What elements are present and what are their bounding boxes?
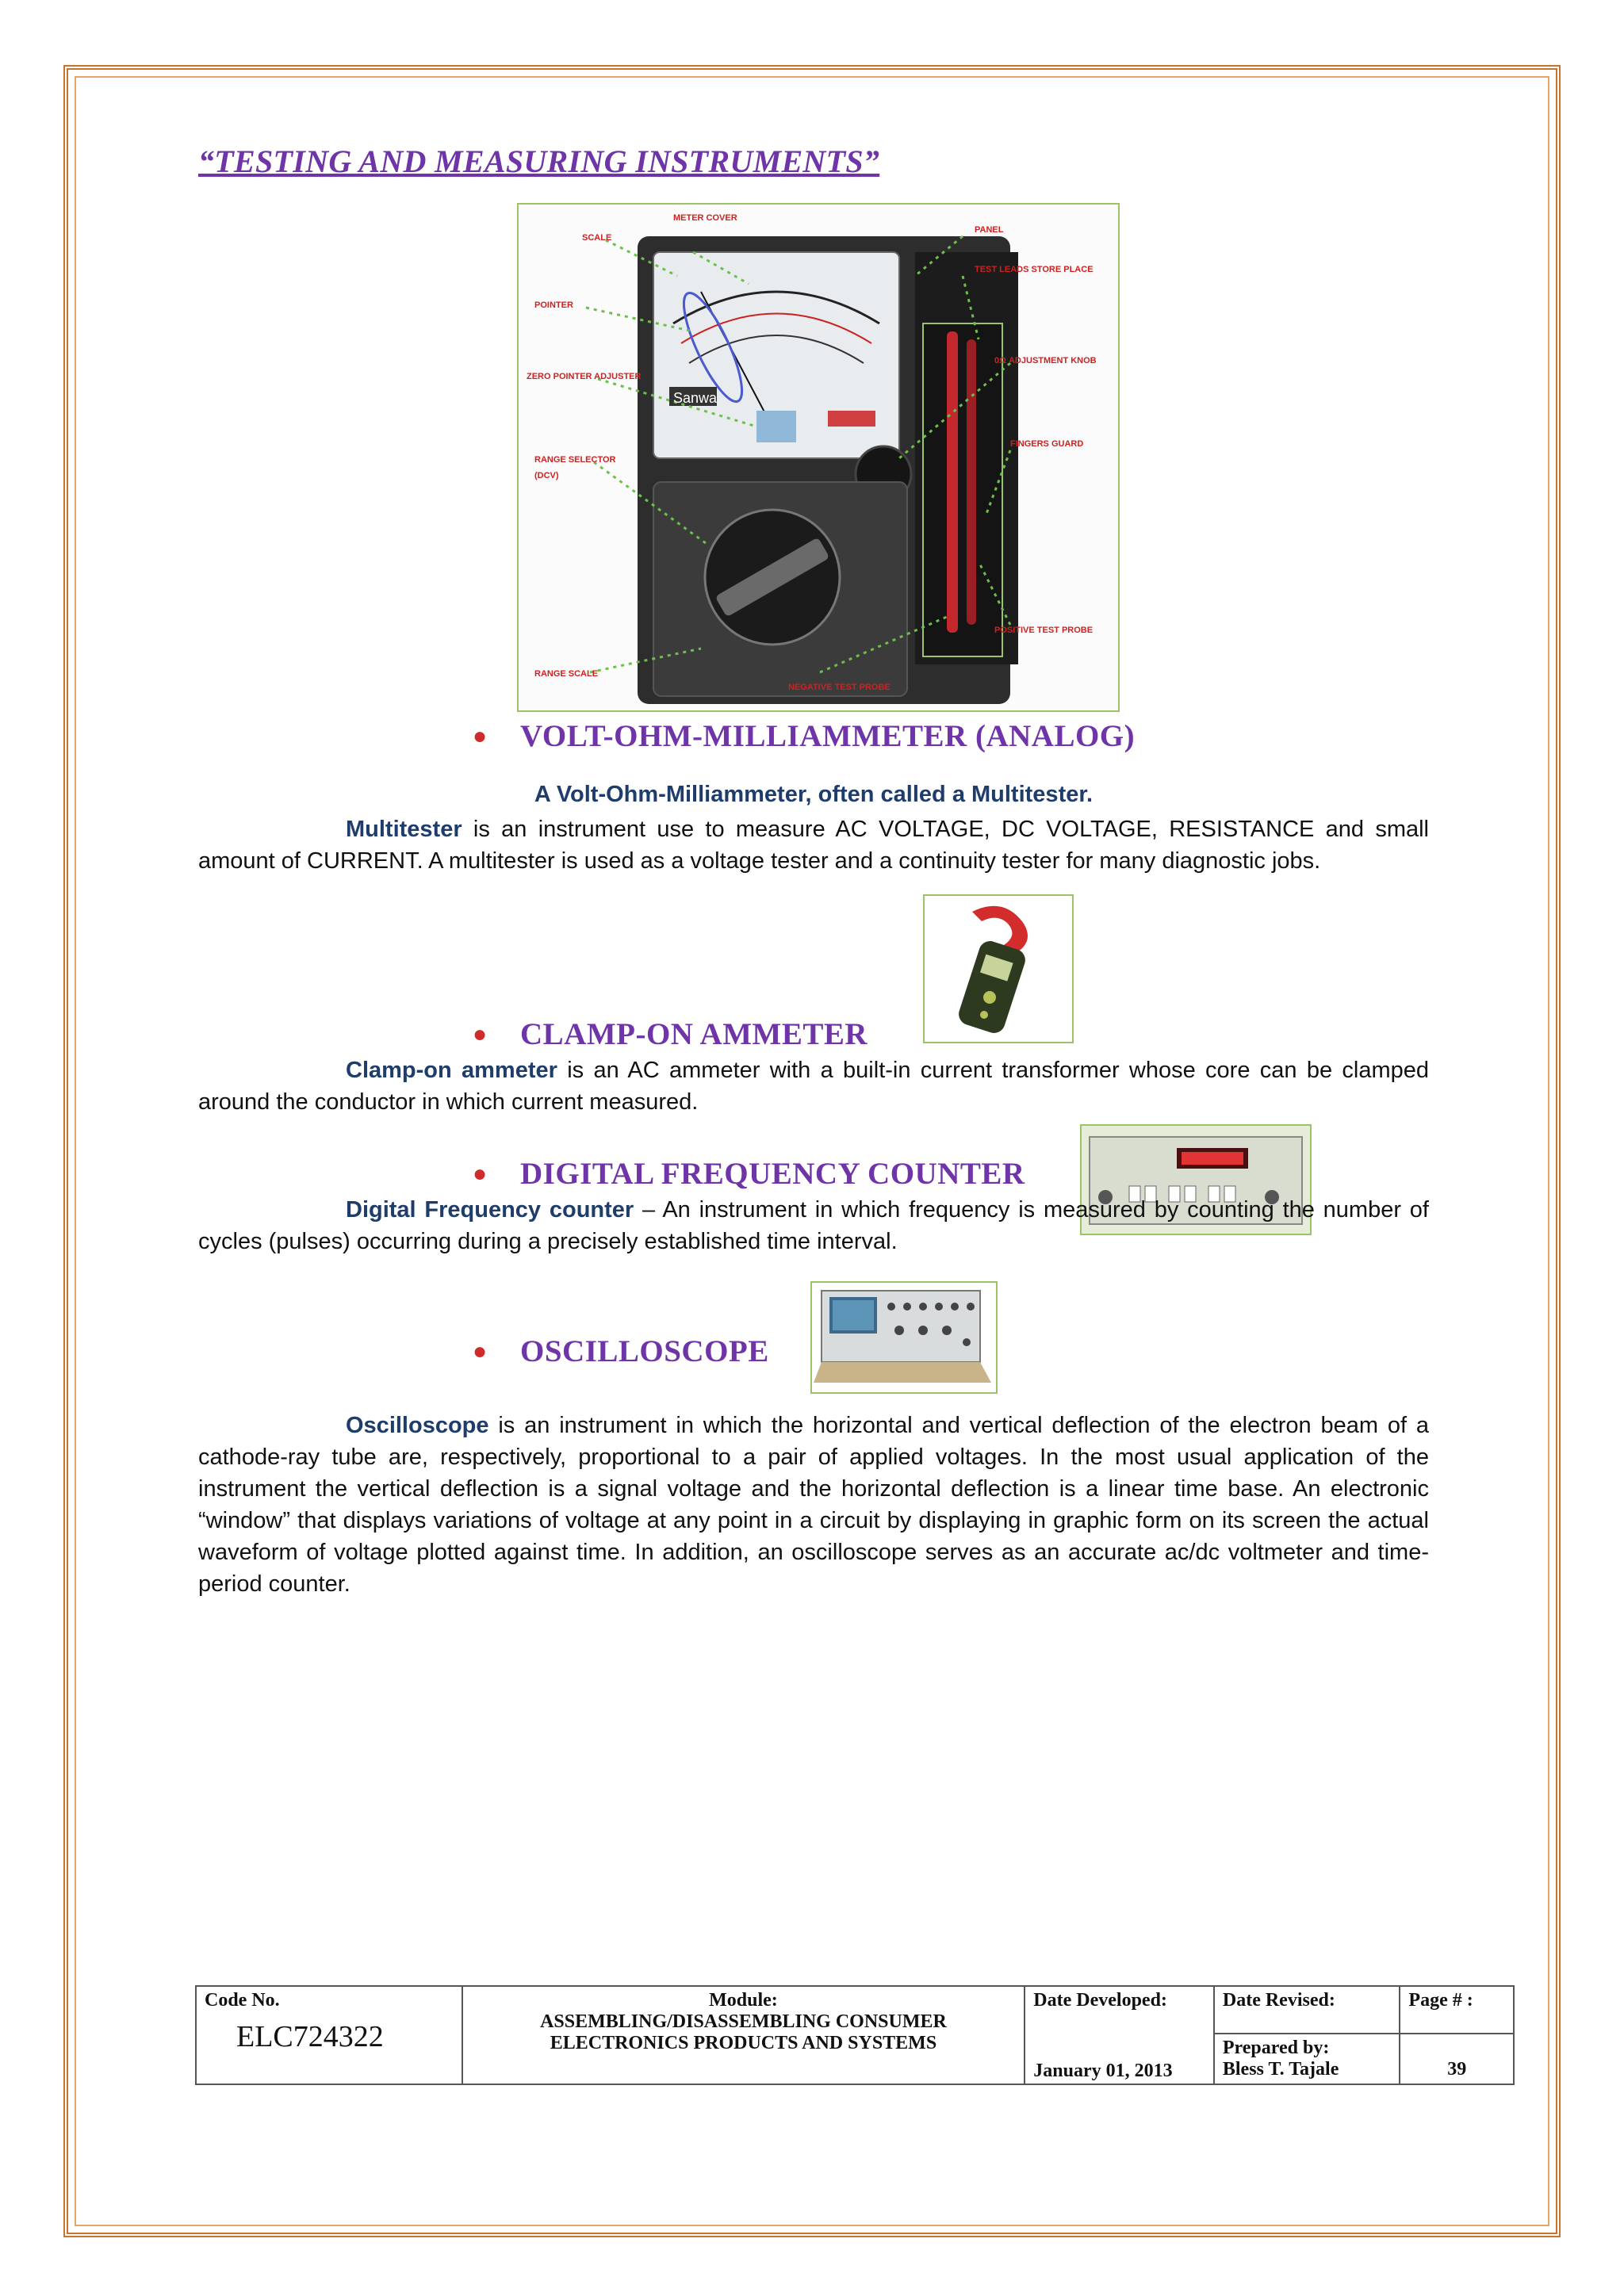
brand-label: Sanwa xyxy=(673,390,718,406)
label-fingers-guard: FINGERS GUARD xyxy=(1010,439,1084,449)
heading-vom: VOLT-OHM-MILLIAMMETER (ANALOG) xyxy=(520,719,1136,753)
page-label: Page # : xyxy=(1408,1990,1473,2011)
clamp-ammeter-image xyxy=(923,894,1074,1043)
label-meter-cover: METER COVER xyxy=(673,213,737,223)
label-range-scale: RANGE SCALE xyxy=(534,669,599,679)
lead-multitester: Multitester xyxy=(346,817,462,842)
date-developed-label: Date Developed: xyxy=(1033,1990,1167,2011)
heading-clamp: CLAMP-ON AMMETER xyxy=(520,1017,868,1051)
lead-digital-frequency-counter: Digital Frequency counter xyxy=(346,1197,634,1223)
date-developed-value: January 01, 2013 xyxy=(1033,2061,1173,2081)
paragraph-vom xyxy=(198,813,1429,877)
paragraph-dfc xyxy=(198,1194,1429,1257)
date-revised-cell xyxy=(1214,1986,1400,2034)
code-label: Code No. xyxy=(205,1990,280,2011)
heading-dfc: DIGITAL FREQUENCY COUNTER xyxy=(520,1157,1025,1191)
footer-table xyxy=(195,1985,1515,2085)
paragraph-osc xyxy=(198,1410,1429,1600)
label-pointer: POINTER xyxy=(534,300,573,310)
paragraph-clamp xyxy=(198,1054,1429,1118)
label-positive-test-probe: POSITIVE TEST PROBE xyxy=(994,626,1094,635)
label-range-selector: RANGE SELECTOR xyxy=(534,455,616,465)
module-label: Module: xyxy=(709,1990,778,2011)
text-vom: is an instrument use to measure AC VOLTAGE, DC VOLTAGE, RESISTANCE and small amount of CURRENT. A multitester is used as a voltage tester and a continuity tester for many diagnostic jobs. xyxy=(198,817,1429,874)
bullet-dfc: ● xyxy=(473,1161,488,1187)
oscilloscope-illustration xyxy=(812,1283,996,1392)
label-adjustment-knob: 0Ω ADJUSTMENT KNOB xyxy=(994,356,1097,365)
label-negative-test-probe: NEGATIVE TEST PROBE xyxy=(788,683,891,692)
code-cell xyxy=(196,1986,462,2084)
module-cell xyxy=(462,1986,1025,2084)
label-test-leads-store-place: TEST LEADS STORE PLACE xyxy=(975,265,1094,274)
bullet-clamp: ● xyxy=(473,1021,488,1047)
module-value-line-2: ELECTRONICS PRODUCTS AND SYSTEMS xyxy=(550,2033,937,2053)
bullet-vom: ● xyxy=(473,723,488,749)
oscilloscope-image xyxy=(810,1281,998,1394)
heading-osc: OSCILLOSCOPE xyxy=(520,1334,769,1368)
text-osc: is an instrument in which the horizontal and vertical deflection of the electron beam of a cathode-ray tube are, respectively, proportional to a pair of applied voltages. In the most usual application of the instrument the vertical deflection is a signal voltage and the horizontal deflection is a linear time base. An electronic “window” that displays variations of voltage at any point in a circuit by displaying in graphic form on its screen the actual waveform of voltage plotted against time. In addition, an oscilloscope serves as an accurate ac/dc voltmeter and time-period counter. xyxy=(198,1413,1429,1597)
page-number: 39 xyxy=(1447,2059,1467,2080)
page-title: “TESTING AND MEASURING INSTRUMENTS” xyxy=(198,144,880,179)
code-value: ELC724322 xyxy=(236,2020,384,2053)
page-label-cell xyxy=(1400,1986,1514,2034)
module-value-line-1: ASSEMBLING/DISASSEMBLING CONSUMER xyxy=(540,2011,947,2032)
text-clamp: is an AC ammeter with a built-in current transformer whose core can be clamped around the conductor in which current measured. xyxy=(198,1058,1429,1115)
label-scale: SCALE xyxy=(582,233,612,243)
label-panel: PANEL xyxy=(975,225,1004,235)
clamp-ammeter-illustration xyxy=(925,896,1072,1042)
multimeter-illustration xyxy=(519,205,1118,710)
label-range-selector-sub: (DCV) xyxy=(534,471,559,480)
lead-clamp-on-ammeter: Clamp-on ammeter xyxy=(346,1058,557,1083)
prepared-by-cell xyxy=(1214,2034,1400,2084)
lead-oscilloscope: Oscilloscope xyxy=(346,1413,489,1438)
page-number-cell xyxy=(1400,2034,1514,2084)
prepared-by-label: Prepared by: xyxy=(1222,2038,1330,2058)
multimeter-figure xyxy=(517,203,1120,712)
date-revised-label: Date Revised: xyxy=(1222,1990,1335,2011)
text-dfc: – An instrument in which frequency is measured by counting the number of cycles (pulses) occurring during a precisely established time interval. xyxy=(198,1197,1429,1254)
subheading-vom: A Volt-Ohm-Milliammeter, often called a Multitester. xyxy=(534,782,1094,807)
prepared-by-value: Bless T. Tajale xyxy=(1222,2059,1339,2080)
bullet-osc: ● xyxy=(473,1338,488,1364)
date-developed-cell xyxy=(1025,1986,1214,2084)
label-zero-pointer-adjuster: ZERO POINTER ADJUSTER xyxy=(527,372,642,381)
